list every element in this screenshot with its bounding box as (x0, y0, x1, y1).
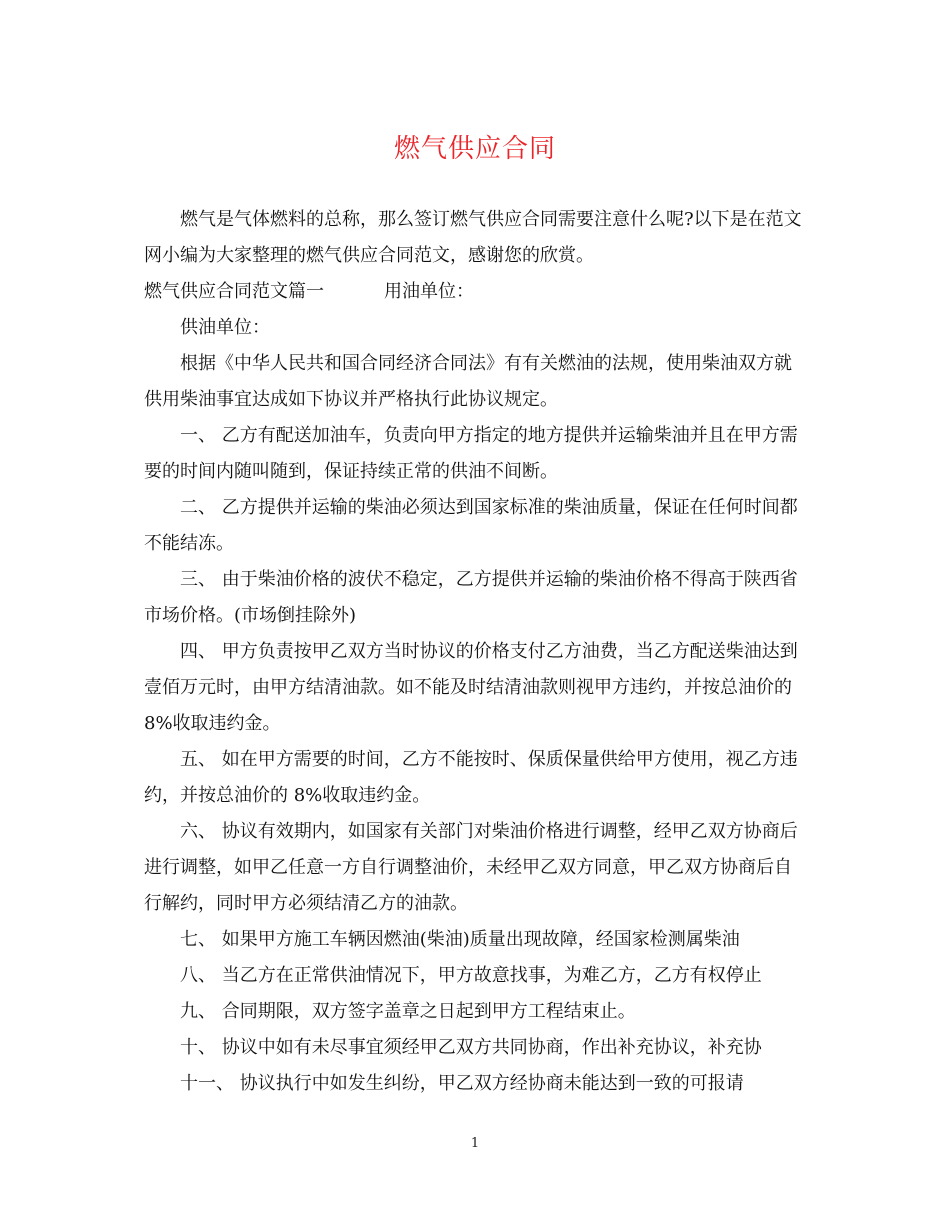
preamble-paragraph: 根据《中华人民共和国合同经济合同法》有有关燃油的法规，使用柴油双方就供用柴油事宜达成如下协议并严格执行此协议规定。 (144, 353, 792, 410)
clause-9: 九、 合同期限，双方签字盖章之日起到甲方工程结束止。 (180, 1001, 636, 1022)
clause-6: 六、 协议有效期内，如国家有关部门对柴油价格进行调整，经甲乙双方协商后进行调整，如甲乙任意一方自行调整油价，未经甲乙双方同意，甲乙双方协商后自行解约，同时甲方必须结清乙方的油款。 (144, 821, 798, 914)
clause-3: 三、 由于柴油价格的波伏不稳定，乙方提供并运输的柴油价格不得高于陕西省市场价格。(市场倒挂除外) (144, 569, 798, 626)
supplier-unit-label: 供油单位： (180, 317, 270, 338)
section-heading: 燃气供应合同范文篇一 (144, 281, 324, 302)
clause-11: 十一、 协议执行中如发生纠纷，甲乙双方经协商未能达到一致的可报请 (180, 1073, 744, 1094)
user-unit-label: 用油单位： (384, 281, 474, 302)
intro-paragraph: 燃气是气体燃料的总称，那么签订燃气供应合同需要注意什么呢?以下是在范文网小编为大家整理的燃气供应合同范文，感谢您的欣赏。 (144, 209, 802, 266)
clause-1: 一、 乙方有配送加油车，负责向甲方指定的地方提供并运输柴油并且在甲方需要的时间内随叫随到，保证持续正常的供油不间断。 (144, 425, 798, 482)
clause-7: 七、 如果甲方施工车辆因燃油(柴油)质量出现故障，经国家检测属柴油 (180, 929, 740, 950)
clause-4: 四、 甲方负责按甲乙双方当时协议的价格支付乙方油费，当乙方配送柴油达到壹佰万元时，由甲方结清油款。如不能及时结清油款则视甲方违约，并按总油价的 8%收取违约金。 (144, 641, 798, 734)
page-number: 1 (470, 1136, 480, 1151)
clause-10: 十、 协议中如有未尽事宜须经甲乙双方共同协商，作出补充协议，补充协 (180, 1037, 762, 1058)
clause-8: 八、 当乙方在正常供油情况下，甲方故意找事，为难乙方，乙方有权停止 (180, 965, 762, 986)
clause-2: 二、 乙方提供并运输的柴油必须达到国家标准的柴油质量，保证在任何时间都不能结冻。 (144, 497, 798, 554)
document-title: 燃气供应合同 (393, 134, 556, 164)
document-body (144, 202, 809, 1102)
section-heading-line (144, 274, 809, 310)
clause-5: 五、 如在甲方需要的时间，乙方不能按时、保质保量供给甲方使用，视乙方违约，并按总油价的 8%收取违约金。 (144, 749, 798, 806)
